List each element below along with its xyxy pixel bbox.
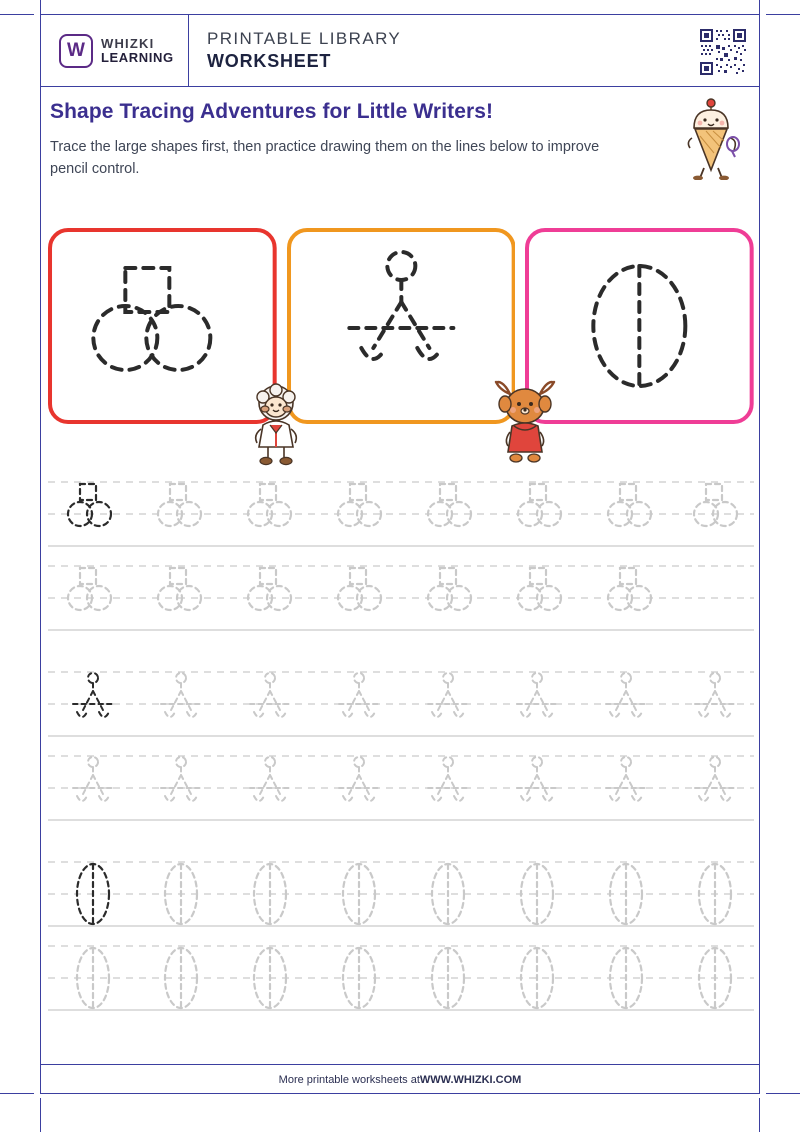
crop-mark-right-bottom [766,1093,800,1094]
crop-mark-bottom-right [759,1098,760,1132]
crop-mark-left-top [0,14,34,15]
brand-line-2: LEARNING [101,49,174,65]
deer-character-icon [492,378,558,470]
header-titles [189,29,401,71]
letter-a-shape [287,228,516,424]
header-doc-type: WORKSHEET [207,50,332,71]
page-header [41,15,759,87]
row-o-2[interactable] [48,942,754,1014]
card-shape-o[interactable] [525,228,754,424]
letter-o-shape [525,228,754,424]
crop-mark-top-right [759,0,760,34]
row-o-1[interactable] [48,858,754,930]
page-subtitle: Trace the large shapes first, then practice drawing them on the lines below to improve pencil control. [50,139,600,178]
ice-cream-character-icon [680,98,742,180]
row-b-1[interactable] [48,478,754,550]
row-a-1[interactable] [48,668,754,740]
page-footer [41,1064,759,1094]
card-shape-a[interactable] [287,228,516,424]
shape-card-row [48,228,754,424]
qr-code-icon [699,28,747,76]
brand-logo [41,15,189,87]
brand-line-1: WHIZKI [101,35,155,51]
footer-site-link[interactable]: WWW.WHIZKI.COM [419,1073,522,1086]
header-eyebrow: PRINTABLE LIBRARY [207,29,402,49]
crop-mark-right-top [766,14,800,15]
crop-mark-left-bottom [0,1093,34,1094]
row-a-2[interactable] [48,752,754,824]
crop-mark-bottom-left [40,1098,41,1132]
page-title: Shape Tracing Adventures for Little Writers! [50,100,494,123]
sheep-character-icon [243,381,309,469]
practice-rows [48,478,754,1026]
footer-text: More printable worksheets at [278,1073,420,1086]
row-b-2[interactable] [48,562,754,634]
whizki-logo-icon: W [59,34,93,68]
brand-wordmark [101,37,174,64]
